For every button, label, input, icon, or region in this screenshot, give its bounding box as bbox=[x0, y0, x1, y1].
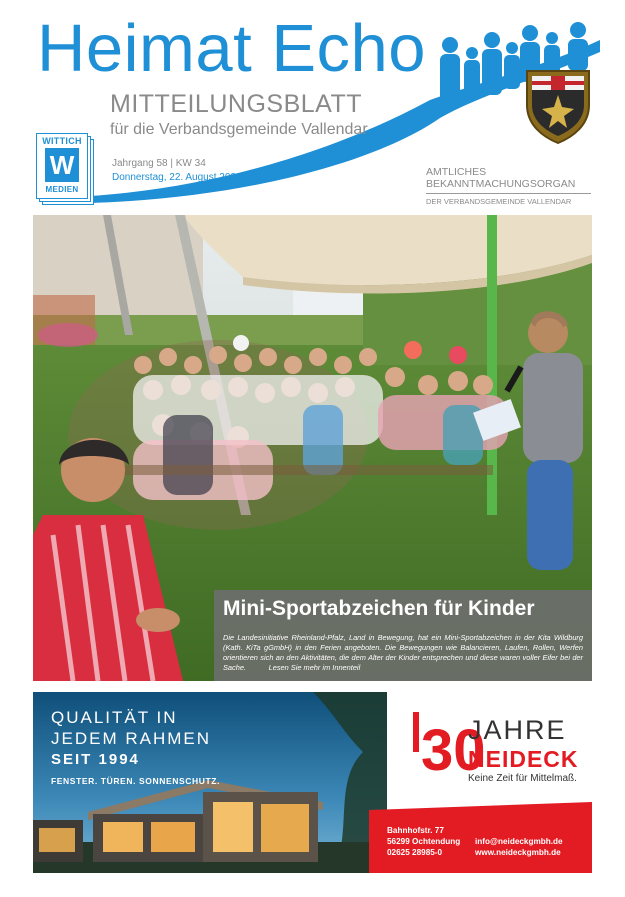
ad-web-link[interactable]: www.neideckgmbh.de bbox=[475, 848, 561, 857]
official-label-divider bbox=[426, 193, 591, 194]
publisher-logo-bottom: MEDIEN bbox=[45, 185, 79, 194]
ad-jahre: JAHRE bbox=[468, 715, 567, 745]
ad-city: 56299 Ochtendung bbox=[387, 837, 461, 846]
ad-email-link[interactable]: info@neideckgmbh.de bbox=[475, 837, 563, 846]
masthead-subtitle: MITTEILUNGSBLATT bbox=[110, 90, 363, 118]
issue-date: Donnerstag, 22. August 2024 bbox=[112, 172, 242, 183]
ad-headline-line-2: JEDEM RAHMEN bbox=[51, 729, 212, 748]
read-more-link[interactable]: Lesen Sie mehr im Innenteil bbox=[268, 663, 361, 672]
advertisement-neideck[interactable] bbox=[33, 692, 592, 873]
cover-story-text: Die Landesinitiative Rheinland-Pfalz, Land in Bewegung, hat ein Mini-Sportabzeichen in der Kita Wildburg (Kath. KiTa gGmbH) in den Ferien angeboten. Die Bewegungen wie Balancieren, Laufen, Rollen, Werfen orientieren sich an den Aktivitäten, die dem Alter der Kinder entsprechen und diese waren voller Eifer bei der Sache. bbox=[223, 633, 583, 672]
neideck-logo-number: 30 bbox=[421, 718, 486, 783]
ad-brand-name: NEIDECK bbox=[468, 746, 579, 772]
publisher-logo bbox=[36, 133, 92, 205]
ad-phone[interactable]: 02625 28985-0 bbox=[387, 848, 443, 857]
official-label-line-1: AMTLICHES bbox=[426, 166, 487, 178]
official-label-line-2: BEKANNTMACHUNGSORGAN bbox=[426, 178, 576, 190]
coat-of-arms-icon bbox=[523, 65, 593, 145]
publisher-logo-top: WITTICH bbox=[42, 136, 82, 146]
official-label-line-3: DER VERBANDSGEMEINDE VALLENDAR bbox=[426, 197, 572, 206]
masthead-subtitle-region: für die Verbandsgemeinde Vallendar bbox=[110, 121, 368, 138]
ad-online-contact bbox=[475, 836, 563, 858]
cover-story-headline: Mini-Sportabzeichen für Kinder bbox=[223, 597, 535, 620]
publisher-logo-mark: W bbox=[45, 148, 79, 182]
ad-address bbox=[387, 825, 460, 858]
masthead-title: Heimat Echo bbox=[37, 11, 427, 86]
ad-slogan: Keine Zeit für Mittelmaß. bbox=[468, 773, 577, 784]
ad-street: Bahnhofstr. 77 bbox=[387, 826, 444, 835]
cover-story-box bbox=[214, 590, 592, 681]
ad-services: FENSTER. TÜREN. SONNENSCHUTZ. bbox=[51, 776, 220, 786]
ad-headline-line-1: QUALITÄT IN bbox=[51, 708, 178, 727]
issue-number: Jahrgang 58 | KW 34 bbox=[112, 158, 206, 169]
ad-since: SEIT 1994 bbox=[51, 751, 140, 768]
cover-story-body bbox=[223, 633, 583, 673]
